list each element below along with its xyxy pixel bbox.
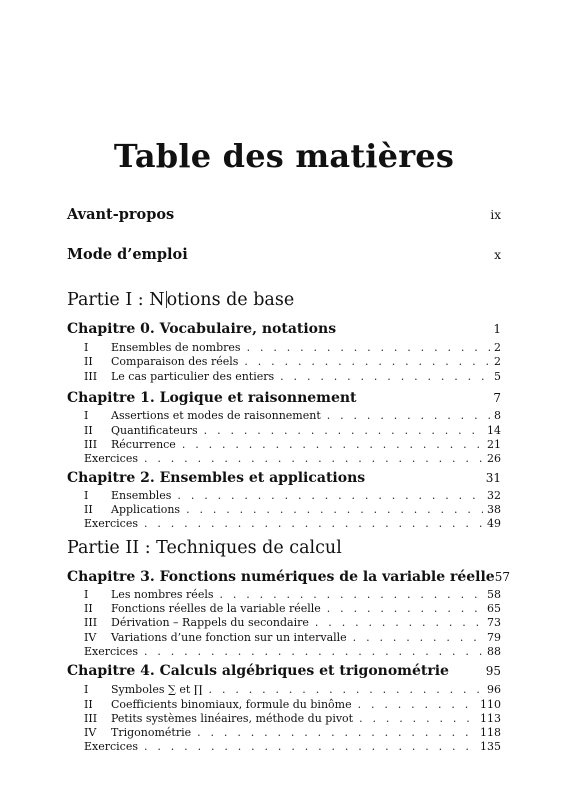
- section-number: IV: [84, 631, 97, 644]
- section-page: 79: [487, 631, 501, 644]
- exercices-label: Exercices: [84, 517, 138, 530]
- exercices-page: 26: [487, 452, 501, 465]
- dot-leader: [327, 602, 483, 615]
- part-label: Partie I : N otions de base: [67, 290, 295, 310]
- exercices-page: 135: [480, 740, 501, 753]
- toc-chapter-4[interactable]: [67, 663, 501, 679]
- dot-leader: [358, 698, 476, 711]
- toc-chapter-0[interactable]: [67, 321, 501, 337]
- dot-leader: [220, 588, 484, 601]
- section-number: III: [84, 712, 98, 725]
- exercices-label: Exercices: [84, 645, 138, 658]
- section-label: Quantificateurs: [111, 424, 198, 437]
- entry-page: ix: [490, 208, 501, 222]
- dot-leader: [144, 517, 483, 530]
- toc-chapter-2[interactable]: [67, 470, 501, 486]
- toc-section[interactable]: [84, 424, 501, 437]
- section-number: III: [84, 370, 98, 383]
- section-label: Récurrence: [111, 438, 176, 451]
- section-number: II: [84, 602, 93, 615]
- section-page: 58: [487, 588, 501, 601]
- entry-page: x: [494, 248, 501, 262]
- toc-exercices[interactable]: [84, 740, 501, 753]
- toc-chapter-3[interactable]: [67, 569, 510, 585]
- toc-section[interactable]: [84, 726, 501, 739]
- dot-leader: [186, 503, 483, 516]
- exercices-page: 88: [487, 645, 501, 658]
- toc-section[interactable]: [84, 588, 501, 601]
- exercices-label: Exercices: [84, 452, 138, 465]
- toc-chapter-1[interactable]: [67, 390, 501, 406]
- toc-section[interactable]: [84, 631, 501, 644]
- section-page: 32: [487, 489, 501, 502]
- chapter-page: 31: [485, 471, 501, 485]
- dot-leader: [359, 712, 476, 725]
- toc-exercices[interactable]: [84, 452, 501, 465]
- dot-leader: [144, 645, 483, 658]
- section-number: II: [84, 355, 93, 368]
- dot-leader: [244, 355, 490, 368]
- toc-section[interactable]: [84, 438, 501, 451]
- dot-leader: [353, 631, 483, 644]
- section-label: Petits systèmes linéaires, méthode du pivot: [111, 712, 354, 725]
- toc-section[interactable]: [84, 503, 501, 516]
- section-page: 96: [487, 683, 501, 696]
- section-label: Dérivation – Rappels du secondaire: [111, 616, 309, 629]
- dot-leader: [177, 489, 483, 502]
- dot-leader: [247, 341, 490, 354]
- chapter-title: Chapitre 0. Vocabulaire, notations: [67, 321, 337, 337]
- section-page: 14: [487, 424, 501, 437]
- dot-leader: [209, 683, 483, 696]
- dot-leader: [197, 726, 476, 739]
- toc-exercices[interactable]: [84, 517, 501, 530]
- dot-leader: [182, 438, 483, 451]
- section-page: 113: [480, 712, 501, 725]
- chapter-title: Chapitre 3. Fonctions numériques de la variable réelle: [67, 569, 495, 585]
- page-title: Table des matières: [113, 137, 455, 175]
- dot-leader: [144, 452, 483, 465]
- toc-section[interactable]: [84, 602, 501, 615]
- section-label: Fonctions réelles de la variable réelle: [111, 602, 321, 615]
- part-heading-2[interactable]: [67, 538, 342, 558]
- chapter-title: Chapitre 2. Ensembles et applications: [67, 470, 366, 486]
- toc-section[interactable]: [84, 698, 501, 711]
- section-number: II: [84, 503, 93, 516]
- section-number: I: [84, 409, 89, 422]
- toc-entry-avant-propos[interactable]: [67, 206, 501, 223]
- toc-section[interactable]: [84, 683, 501, 696]
- section-page: 38: [487, 503, 501, 516]
- toc-section[interactable]: [84, 616, 501, 629]
- section-number: I: [84, 341, 89, 354]
- section-page: 65: [487, 602, 501, 615]
- section-page: 110: [480, 698, 501, 711]
- section-page: 73: [487, 616, 501, 629]
- dot-leader: [204, 424, 483, 437]
- section-number: I: [84, 489, 89, 502]
- dot-leader: [327, 409, 490, 422]
- exercices-page: 49: [487, 517, 501, 530]
- chapter-page: 57: [494, 570, 510, 584]
- section-label: Comparaison des réels: [111, 355, 239, 368]
- toc-section[interactable]: [84, 409, 501, 422]
- entry-label: Mode d’emploi: [67, 246, 188, 263]
- part-heading-1[interactable]: [67, 290, 294, 310]
- section-page: 2: [494, 355, 501, 368]
- section-page: 8: [494, 409, 501, 422]
- section-label: Ensembles: [111, 489, 172, 502]
- section-label: Assertions et modes de raisonnement: [111, 409, 321, 422]
- section-label: Symboles ∑ et ∏: [111, 683, 203, 696]
- section-number: III: [84, 438, 98, 451]
- part-label: Partie II : Techniques de calcul: [67, 538, 342, 558]
- section-number: II: [84, 698, 93, 711]
- toc-section[interactable]: [84, 370, 501, 383]
- section-label: Ensembles de nombres: [111, 341, 241, 354]
- section-number: I: [84, 588, 89, 601]
- chapter-page: 1: [493, 322, 501, 336]
- section-page: 2: [494, 341, 501, 354]
- section-label: Coefficients binomiaux, formule du binôme: [111, 698, 352, 711]
- section-page: 5: [494, 370, 501, 383]
- toc-section[interactable]: [84, 712, 501, 725]
- chapter-title: Chapitre 1. Logique et raisonnement: [67, 390, 357, 406]
- dot-leader: [315, 616, 483, 629]
- dot-leader: [144, 740, 476, 753]
- section-number: II: [84, 424, 93, 437]
- exercices-label: Exercices: [84, 740, 138, 753]
- section-page: 21: [487, 438, 501, 451]
- toc-entry-mode-emploi[interactable]: [67, 246, 501, 263]
- section-label: Variations d’une fonction sur un intervalle: [111, 631, 347, 644]
- section-label: Applications: [111, 503, 181, 516]
- section-label: Les nombres réels: [111, 588, 214, 601]
- section-label: Trigonométrie: [111, 726, 192, 739]
- entry-label: Avant-propos: [67, 206, 175, 223]
- section-number: III: [84, 616, 98, 629]
- section-number: IV: [84, 726, 97, 739]
- section-number: I: [84, 683, 89, 696]
- toc-section[interactable]: [84, 341, 501, 354]
- toc-section[interactable]: [84, 355, 501, 368]
- section-page: 118: [480, 726, 501, 739]
- chapter-title: Chapitre 4. Calculs algébriques et trigonométrie: [67, 663, 449, 679]
- toc-section[interactable]: [84, 489, 501, 502]
- toc-exercices[interactable]: [84, 645, 501, 658]
- chapter-page: 7: [493, 391, 501, 405]
- section-label: Le cas particulier des entiers: [111, 370, 275, 383]
- dot-leader: [280, 370, 490, 383]
- chapter-page: 95: [485, 664, 501, 678]
